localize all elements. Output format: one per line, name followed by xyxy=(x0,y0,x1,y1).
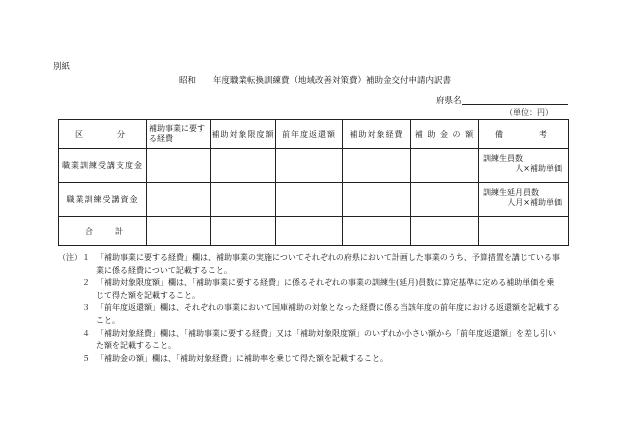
note-item xyxy=(58,277,578,302)
note-text: 「補助対象限度額」欄は、「補助事業に要する経費」に係るそれぞれの事業の訓練生(延月)員数に算定基準に定める補助単価を乗 xyxy=(96,278,555,288)
table-row-total xyxy=(59,217,569,246)
note-text: 「補助金の額」欄は、「補助対象経費」に補助率を乗じて得た額を記載すること。 xyxy=(96,353,388,363)
notes-prefix: （注） xyxy=(58,253,82,262)
note-text-continued: こと。 xyxy=(96,315,120,325)
table-cell xyxy=(411,149,479,183)
note-text: 「前年度返還額」欄は、それぞれの事業において国庫補助の対象となった経費に係る当該年度の前年度における返還額を記載する xyxy=(96,303,560,313)
note-number: ５ xyxy=(82,353,90,363)
table-cell xyxy=(411,183,479,217)
attachment-label: 別紙 xyxy=(53,62,71,72)
remark-line-2: 人×補助単価 xyxy=(515,164,562,173)
note-text-continued: 業に係る経費について記載すること。 xyxy=(96,265,232,275)
note-number: ３ xyxy=(82,303,90,313)
note-number: １ xyxy=(82,253,90,262)
column-header-refund: 前年度返還額 xyxy=(276,120,343,149)
remark-line-2: 人月×補助単価 xyxy=(507,198,562,207)
column-header-eligible-cost: 補助対象経費 xyxy=(343,120,411,149)
note-text-continued: た額を記載すること。 xyxy=(96,341,176,351)
remark-line-1: 訓練生員数 xyxy=(483,154,523,163)
table-cell xyxy=(211,183,276,217)
remark-line-1: 訓練生延月員数 xyxy=(483,188,539,197)
table-cell xyxy=(343,183,411,217)
table-cell xyxy=(211,149,276,183)
note-text: 「補助事業に要する経費」欄は、補助事業の実施についてそれぞれの府県において計画した事業のうち、予算措置を講じている事 xyxy=(96,253,560,262)
table-cell xyxy=(276,149,343,183)
table-cell xyxy=(343,149,411,183)
note-text-continued: じて得た額を記載すること。 xyxy=(96,290,200,300)
row-label-total: 合 計 xyxy=(59,217,147,246)
document-title: 昭和 年度職業転換訓練費（地域改善対策費）補助金交付申請内訳書 xyxy=(178,76,451,86)
column-header-category: 区 分 xyxy=(59,120,147,149)
breakdown-table xyxy=(58,119,569,246)
note-text: 「補助対象経費」欄は、「補助事業に要する経費」又は「補助対象限度額」のいずれか小さい額から「前年度返還額」を差し引い xyxy=(96,328,556,338)
column-header-subsidy: 補 助 金 の 額 xyxy=(411,120,479,149)
table-header-row xyxy=(59,120,569,149)
table-row xyxy=(59,183,569,217)
table-cell xyxy=(147,217,211,246)
row-label: 職業訓練受講支度金 xyxy=(59,149,147,183)
note-number: ２ xyxy=(82,278,90,288)
table-cell xyxy=(211,217,276,246)
table-cell xyxy=(479,217,569,246)
note-item xyxy=(58,302,578,327)
prefecture-fill-line xyxy=(462,104,568,105)
unit-label: （単位：円） xyxy=(505,108,553,117)
table-cell xyxy=(276,217,343,246)
remark-cell xyxy=(479,183,569,217)
remark-cell xyxy=(479,149,569,183)
note-item xyxy=(58,252,578,277)
prefecture-label: 府県名 xyxy=(436,96,462,106)
table-cell xyxy=(276,183,343,217)
column-header-limit: 補助対象限度額 xyxy=(211,120,276,149)
column-header-remarks: 備 考 xyxy=(479,120,569,149)
table-cell xyxy=(147,149,211,183)
note-item xyxy=(58,353,578,366)
row-label: 職業訓練受講資金 xyxy=(59,183,147,217)
note-number: ４ xyxy=(82,328,90,338)
table-cell xyxy=(343,217,411,246)
notes-section xyxy=(58,252,578,365)
table-cell xyxy=(147,183,211,217)
column-header-project-cost: 補助事業に要する経費 xyxy=(147,120,211,149)
table-row xyxy=(59,149,569,183)
table-cell xyxy=(411,217,479,246)
note-item xyxy=(58,328,578,353)
